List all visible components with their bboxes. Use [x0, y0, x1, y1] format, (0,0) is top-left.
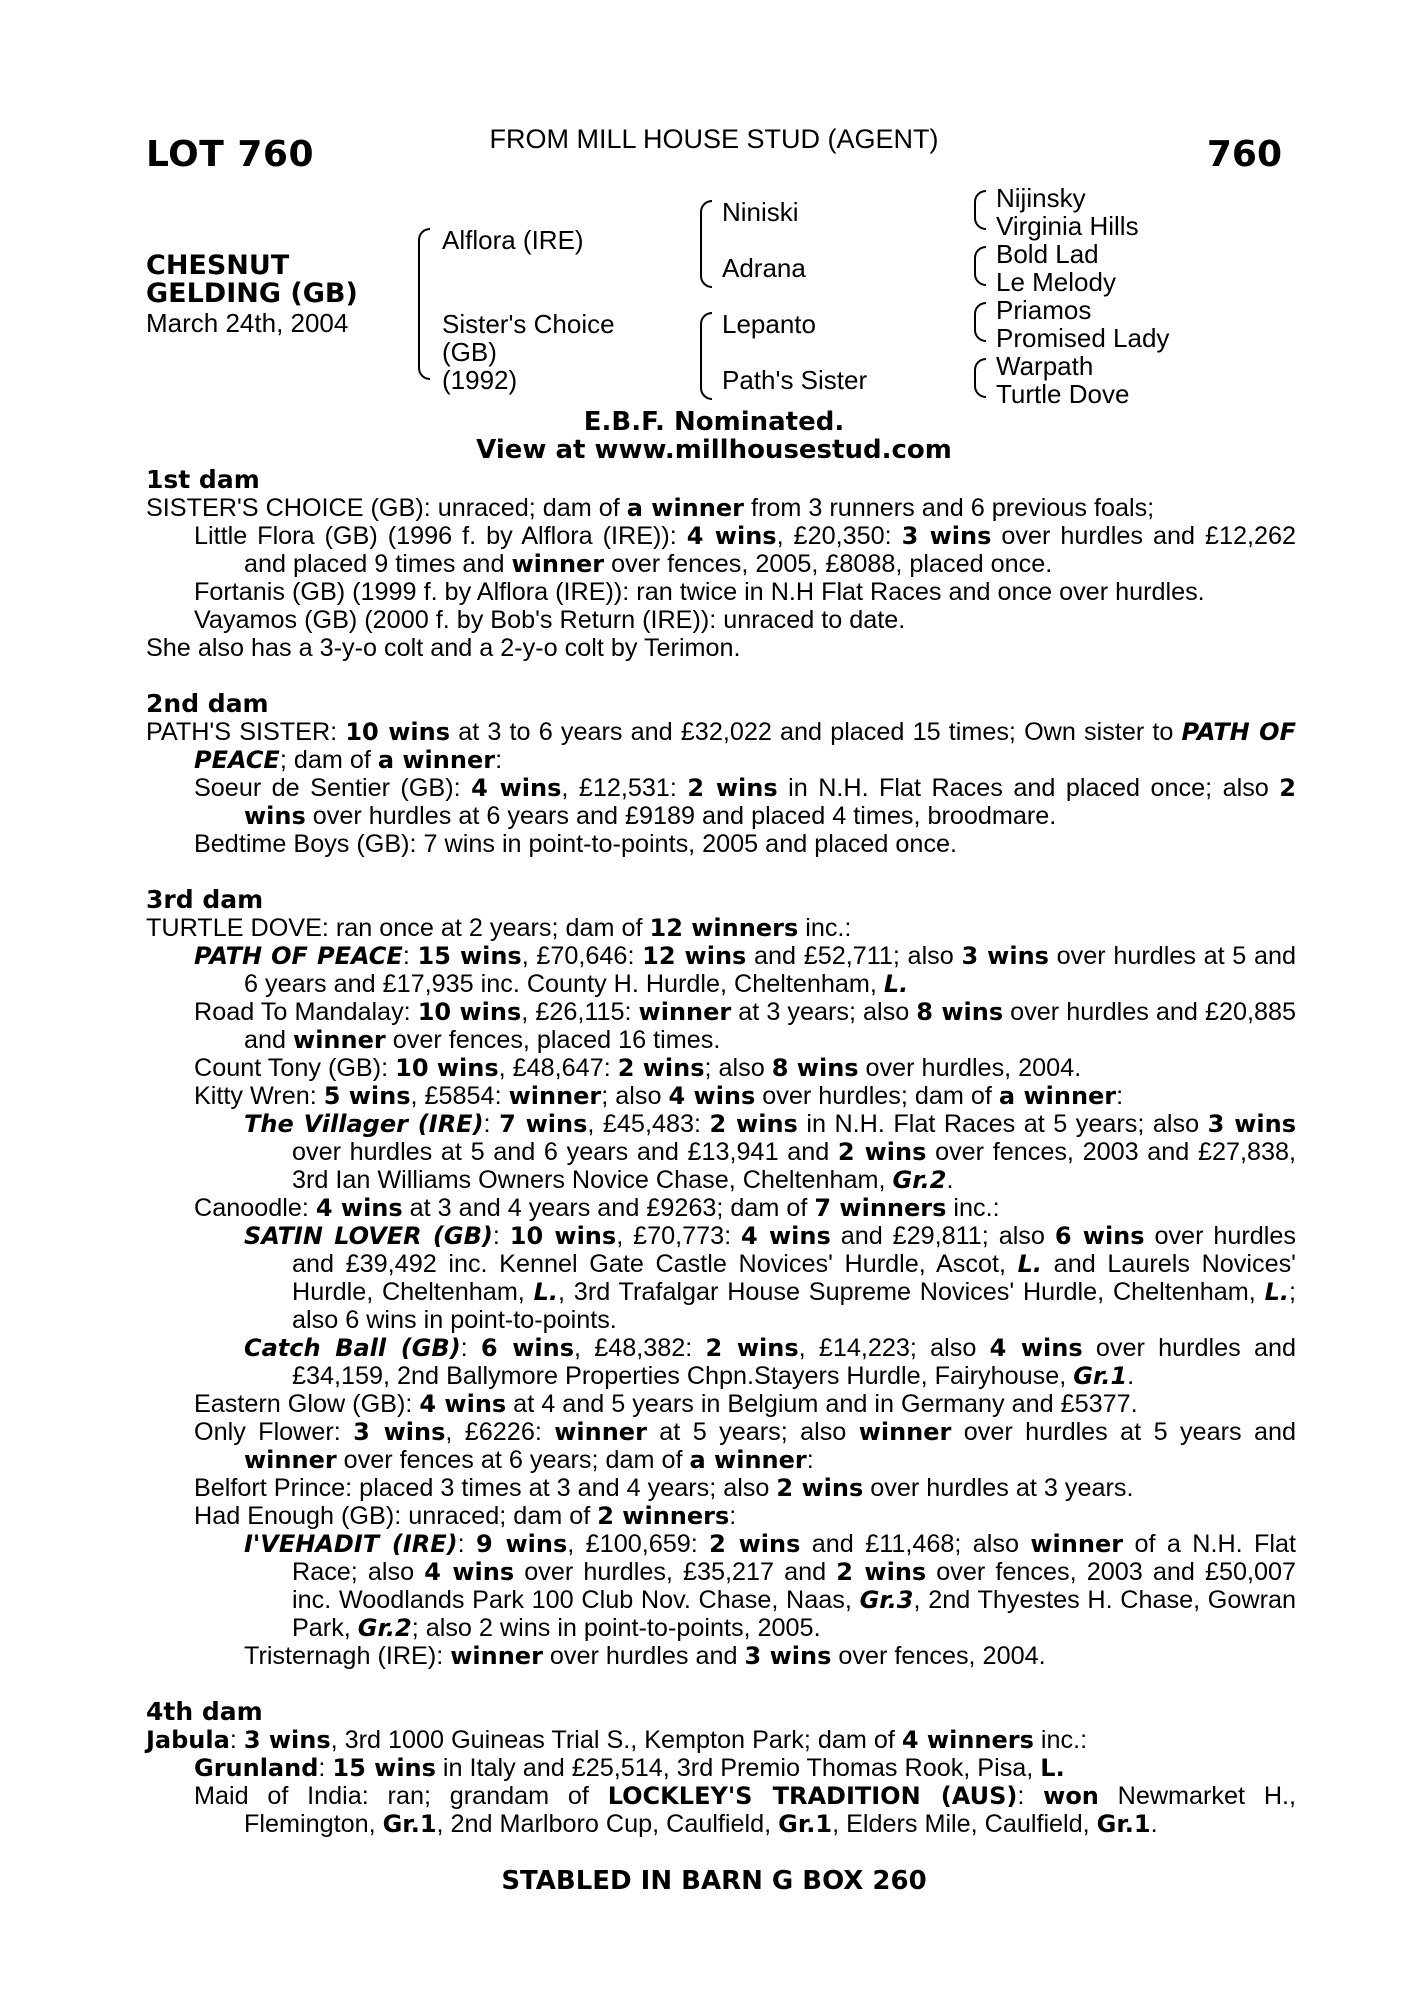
progeny-entry: Had Enough (GB): unraced; dam of 2 winners: — [194, 1502, 737, 1530]
progeny-entry: Only Flower: 3 wins, £6226: winner at 5 years; also winner over hurdles at 5 years and winner over fences at 6 years; dam of a winner: — [194, 1418, 1296, 1474]
progeny-entry: Bedtime Boys (GB): 7 wins in point-to-points, 2005 and placed once. — [194, 830, 958, 858]
dam — [442, 310, 615, 394]
progeny-entry: Belfort Prince: placed 3 times at 3 and 4 years; also 2 wins over hurdles at 3 years. — [194, 1474, 1134, 1502]
sire: Alflora (IRE) — [442, 225, 584, 255]
stabling-info: STABLED IN BARN G BOX 260 — [501, 1866, 927, 1896]
dsd: Promised Lady — [996, 323, 1170, 353]
notes — [0, 408, 1428, 464]
dam-entry: PATH'S SISTER: 10 wins at 3 to 6 years and £32,022 and placed 15 times; Own sister to PATH OF PEACE; dam of a winner: — [146, 718, 1296, 774]
dam-entry: TURTLE DOVE: ran once at 2 years; dam of 12 winners inc.: — [146, 914, 852, 942]
section-heading: 4th dam — [146, 1697, 263, 1726]
horse-sex: GELDING (GB) — [146, 278, 358, 309]
foaling-date: March 24th, 2004 — [146, 308, 349, 338]
dam-entry: SISTER'S CHOICE (GB): unraced; dam of a winner from 3 runners and 6 previous foals; — [146, 494, 1155, 522]
sire-sire: Niniski — [722, 197, 799, 227]
progeny-entry: Road To Mandalay: 10 wins, £26,115: winner at 3 years; also 8 wins over hurdles and £20,885 and winner over fences, placed 16 times. — [194, 998, 1296, 1054]
pedigree-brace — [700, 200, 712, 288]
grand-progeny-entry: Tristernagh (IRE): winner over hurdles and 3 wins over fences, 2004. — [244, 1642, 1046, 1670]
progeny-entry: Vayamos (GB) (2000 f. by Bob's Return (IRE)): unraced to date. — [194, 606, 906, 634]
sdd: Le Melody — [996, 267, 1116, 297]
progeny-entry: Eastern Glow (GB): 4 wins at 4 and 5 years in Belgium and in Germany and £5377. — [194, 1390, 1138, 1418]
ssd: Virginia Hills — [996, 211, 1139, 241]
dam-entry: Jabula: 3 wins, 3rd 1000 Guineas Trial S., Kempton Park; dam of 4 winners inc.: — [146, 1726, 1088, 1754]
dss: Priamos — [996, 295, 1092, 325]
section-heading: 3rd dam — [146, 885, 264, 914]
progeny-entry: Count Tony (GB): 10 wins, £48,647: 2 wins; also 8 wins over hurdles, 2004. — [194, 1054, 1082, 1082]
pedigree-brace — [700, 312, 712, 400]
pedigree-brace — [974, 302, 986, 342]
horse-description — [146, 252, 358, 308]
dam-year: (1992) — [442, 365, 518, 395]
sss: Nijinsky — [996, 183, 1086, 213]
ddd: Turtle Dove — [996, 379, 1130, 409]
progeny-entry: Grunland: 15 wins in Italy and £25,514, 3rd Premio Thomas Rook, Pisa, L. — [194, 1754, 1065, 1782]
progeny-entry: Kitty Wren: 5 wins, £5854: winner; also 4 wins over hurdles; dam of a winner: — [194, 1082, 1124, 1110]
section-heading: 2nd dam — [146, 689, 269, 718]
dam-sire: Lepanto — [722, 309, 816, 339]
dam-origin: (GB) — [442, 337, 497, 367]
progeny-entry: Soeur de Sentier (GB): 4 wins, £12,531: 2 wins in N.H. Flat Races and placed once; also 2 wins over hurdles at 6 years and £9189 and placed 4 times, broodmare. — [194, 774, 1296, 830]
progeny-entry: Little Flora (GB) (1996 f. by Alflora (IRE)): 4 wins, £20,350: 3 wins over hurdles and £12,262 and placed 9 times and winner over fences, 2005, £8088, placed once. — [194, 522, 1297, 578]
sds: Bold Lad — [996, 239, 1099, 269]
section-heading: 1st dam — [146, 465, 260, 494]
dam-entry: She also has a 3-y-o colt and a 2-y-o colt by Terimon. — [146, 634, 741, 662]
pedigree-brace — [974, 358, 986, 398]
catalogue-body — [146, 466, 1296, 1838]
progeny-entry: Canoodle: 4 wins at 3 and 4 years and £9263; dam of 7 winners inc.: — [194, 1194, 1000, 1222]
lot-label: LOT 760 — [146, 134, 314, 175]
consignor: FROM MILL HOUSE STUD (AGENT) — [489, 124, 939, 154]
progeny-entry: Fortanis (GB) (1999 f. by Alflora (IRE)): ran twice in N.H Flat Races and once over hurdles. — [194, 578, 1205, 606]
dam-name: Sister's Choice — [442, 309, 615, 339]
progeny-entry: PATH OF PEACE: 15 wins, £70,646: 12 wins and £52,711; also 3 wins over hurdles at 5 and 6 years and £17,935 inc. County H. Hurdle, Cheltenham, L. — [194, 942, 1296, 998]
horse-color: CHESNUT — [146, 250, 290, 281]
pedigree-brace — [418, 228, 430, 380]
grand-progeny-entry: SATIN LOVER (GB): 10 wins, £70,773: 4 wins and £29,811; also 6 wins over hurdles and £39,492 inc. Kennel Gate Castle Novices' Hurdle, Ascot, L. and Laurels Novices' Hurdle, Cheltenham, L., 3rd Trafalgar House Supreme Novices' Hurdle, Cheltenham, L.; also 6 wins in point-to-points. — [244, 1222, 1296, 1334]
lot-number: 760 — [1206, 134, 1282, 175]
grand-progeny-entry: Catch Ball (GB): 6 wins, £48,382: 2 wins, £14,223; also 4 wins over hurdles and £34,159, 2nd Ballymore Properties Chpn.Stayers Hurdle, Fairyhouse, Gr.1. — [244, 1334, 1297, 1390]
grand-progeny-entry: I'VEHADIT (IRE): 9 wins, £100,659: 2 wins and £11,468; also winner of a N.H. Flat Race; also 4 wins over hurdles, £35,217 and 2 wins over fences, 2003 and £50,007 inc. Woodlands Park 100 Club Nov. Chase, Naas, Gr.3, 2nd Thyestes H. Chase, Gowran Park, Gr.2; also 2 wins in point-to-points, 2005. — [244, 1530, 1297, 1642]
ebf-note: E.B.F. Nominated. — [583, 407, 845, 437]
website-note: View at www.millhousestud.com — [476, 435, 952, 465]
grand-progeny-entry: The Villager (IRE): 7 wins, £45,483: 2 wins in N.H. Flat Races at 5 years; also 3 wins over hurdles at 5 and 6 years and £13,941 and 2 wins over fences, 2003 and £27,838, 3rd Ian Williams Owners Novice Chase, Cheltenham, Gr.2. — [244, 1110, 1296, 1194]
pedigree-brace — [974, 190, 986, 230]
dds: Warpath — [996, 351, 1094, 381]
dam-dam: Path's Sister — [722, 365, 868, 395]
sire-dam: Adrana — [722, 253, 806, 283]
pedigree-brace — [974, 246, 986, 286]
progeny-entry: Maid of India: ran; grandam of LOCKLEY'S TRADITION (AUS): won Newmarket H., Flemington, Gr.1, 2nd Marlboro Cup, Caulfield, Gr.1, Elders Mile, Caulfield, Gr.1. — [194, 1782, 1296, 1838]
